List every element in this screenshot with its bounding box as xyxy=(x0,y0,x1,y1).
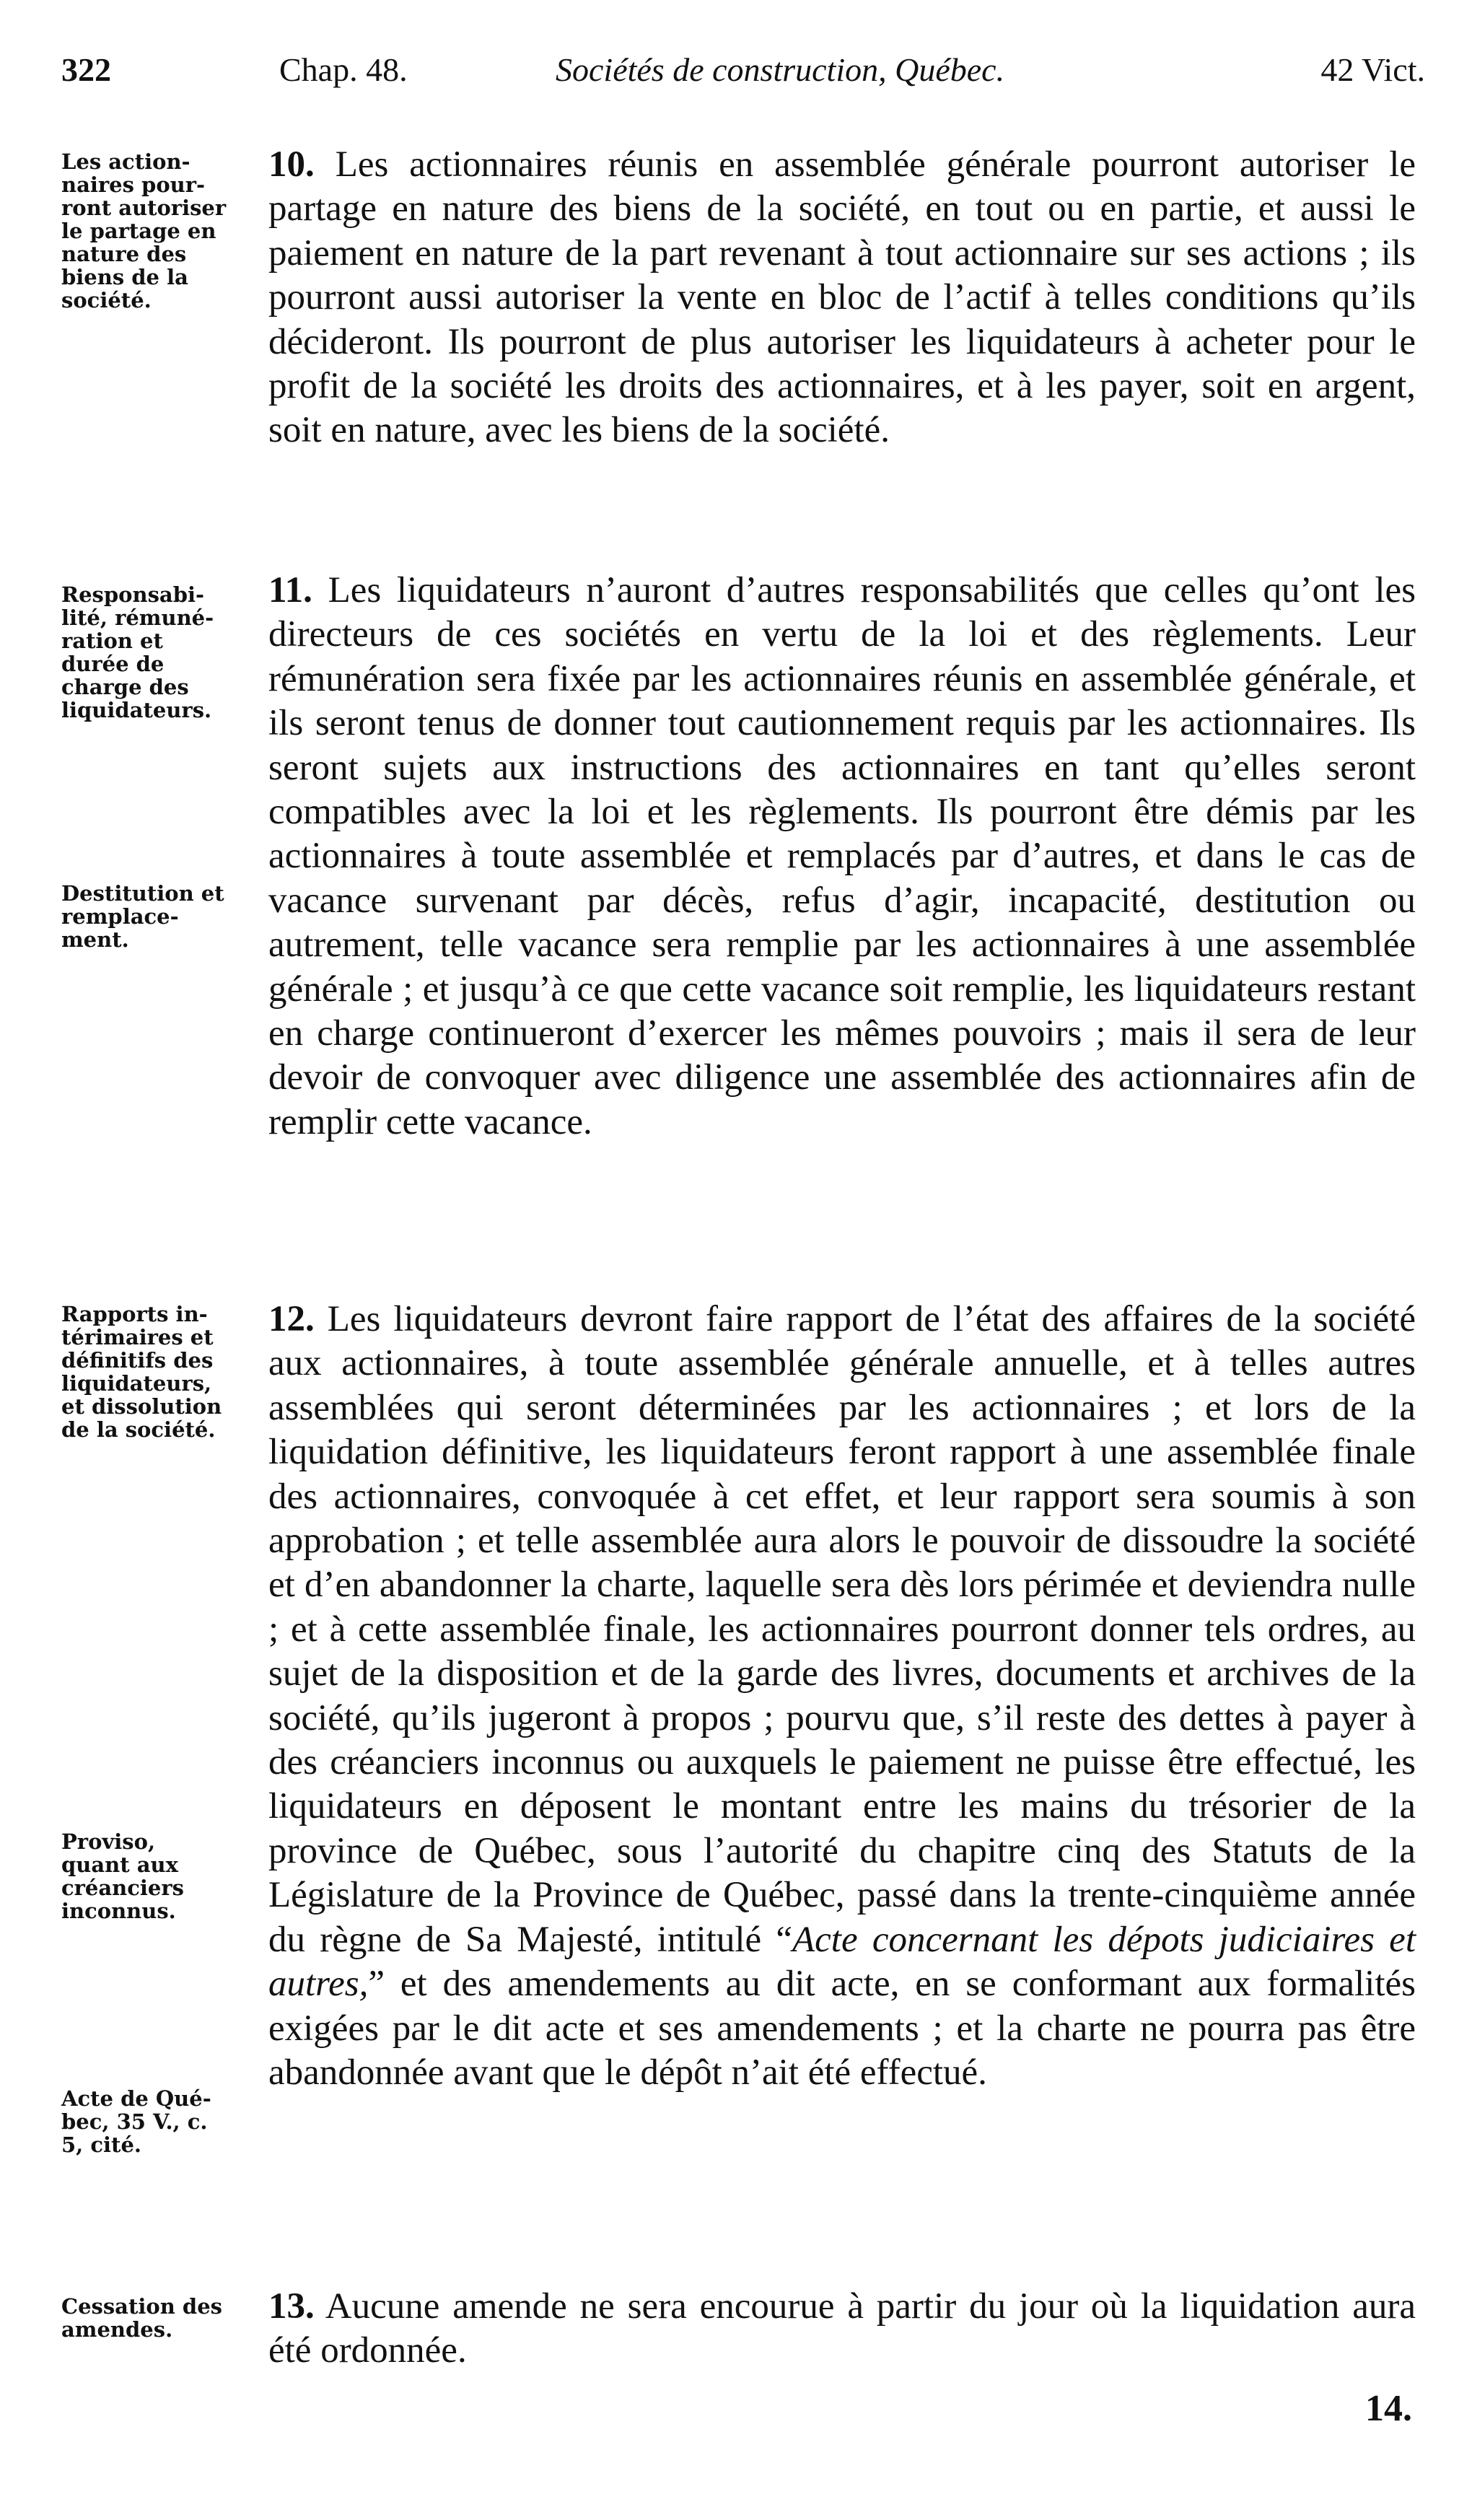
margin-note-destitution: Destitution et remplace- ment. xyxy=(61,881,224,952)
catchword: 14. xyxy=(1365,2388,1412,2429)
page-number: 322 xyxy=(61,51,111,88)
running-header xyxy=(61,51,1425,108)
margin-note-section-10: Les action- naires pour- ront autoriser le partage en nature des biens de la société. xyxy=(61,149,227,312)
act-title: Acte concernant les dépots judiciaires et autres, xyxy=(268,1919,1416,2005)
section-text: Les actionnaires réunis en assemblée générale pourront autoriser le partage en nature des biens de la société, en tout ou en partie, et aussi le paiement en nature de la part revenant à tout actionnaire sur ses actions ; ils pourront aussi autoriser la vente en bloc de l’actif à telles conditions qu’ils décideront. Ils pourront de plus autoriser les liquidateurs à acheter pour le profit de la société les droits des actionnaires, et à les payer, soit en argent, soit en nature, avec les biens de la société. xyxy=(268,144,1416,451)
section-number: 13. xyxy=(268,2286,315,2327)
section-number: 11. xyxy=(268,570,312,611)
section-text: Les liquidateurs devront faire rapport de l’état des affaires de la société aux actionnaires, à toute assemblée générale annuelle, et à telles autres assemblées qui seront déterminées par les actionnaires ; et lors de la liquidation définitive, les liquidateurs feront rapport à une assemblée finale des actionnaires, convoquée à cet effet, et leur rapport sera soumis à son approbation ; et telle assemblée aura alors le pouvoir de dissoudre la société et d’en abandonner la charte, laquelle sera dès lors périmée et deviendra nulle ; et à cette assemblée finale, les actionnaires pourront donner tels ordres, au sujet de la disposition et de la garde des livres, documents et archives de la société, qu’ils jugeront à propos ; pourvu que, s’il reste des dettes à payer à des créanciers inconnus ou auxquels le paiement ne puisse être effectué, les liquidateurs en déposent le montant entre les mains du trésorier de la province de Québec, sous l’autorité du chapitre cinq des Statuts de la Législature de la Province de Québec, passé dans la trente-cinquième année du règne de Sa Majesté, intitulé “ xyxy=(268,1299,1416,1960)
section-10 xyxy=(268,143,1416,453)
section-number: 12. xyxy=(268,1299,315,1339)
section-text: Les liquidateurs n’auront d’autres responsabilités que celles qu’ont les directeurs de ces sociétés en vertu de la loi et des règlements. Leur rémunération sera fixée par les actionnaires réunis en assemblée générale, et ils seront tenus de donner tout cautionnement requis par les actionnaires. Ils seront sujets aux instructions des actionnaires en tant qu’elles seront compatibles avec la loi et les règlements. Ils pourront être démis par les actionnaires à toute assemblée et remplacés par d’autres, et dans le cas de vacance survenant par décès, refus d’agir, incapacité, destitution ou autrement, telle vacance sera remplie par les actionnaires à une assemblée générale ; et jusqu’à ce que cette vacance soit remplie, les liquidateurs restant en charge continueront d’exercer les mêmes pouvoirs ; mais il sera de leur devoir de convoquer avec diligence une assemblée des actionnaires afin de remplir cette vacance. xyxy=(268,570,1416,1142)
margin-note-section-13: Cessation des amendes. xyxy=(61,2294,222,2342)
margin-note-section-11: Responsabi- lité, rémuné- ration et durée de charge des liquidateurs. xyxy=(61,582,214,722)
regnal-year: 42 Vict. xyxy=(1320,51,1425,88)
section-11 xyxy=(268,569,1416,1145)
running-title: Sociétés de construction, Québec. xyxy=(556,51,1005,88)
margin-note-proviso: Proviso, quant aux créanciers inconnus. xyxy=(61,1829,184,1923)
margin-note-acte-quebec: Acte de Qué- bec, 35 V., c. 5, cité. xyxy=(61,2086,211,2157)
section-13 xyxy=(268,2285,1416,2374)
chapter-label: Chap. 48. xyxy=(279,51,408,88)
section-number: 10. xyxy=(268,144,315,185)
section-text-continued: ” et des amendements au dit acte, en se conformant aux formalités exigées par le dit acte et ses amendements ; et la charte ne pourra pas être abandonnée avant que le dépôt n’ait été effectué. xyxy=(268,1964,1416,2093)
section-12 xyxy=(268,1298,1416,2095)
margin-note-section-12: Rapports in- térimaires et définitifs des liquidateurs, et dissolution de la société. xyxy=(61,1302,222,1442)
section-text: Aucune amende ne sera encourue à partir du jour où la liquidation aura été ordonnée. xyxy=(268,2286,1416,2371)
